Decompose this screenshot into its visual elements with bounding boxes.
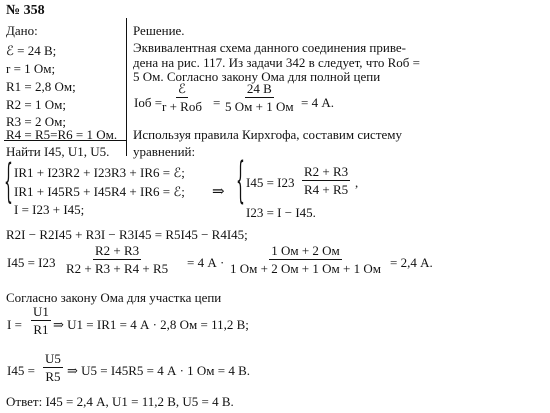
u5-frac-num: U5 (45, 351, 61, 366)
answer-line: Ответ: I45 = 2,4 А, U1 = 11,2 В, U5 = 4 В. (6, 394, 234, 409)
given-r1: R1 = 2,8 Ом; (6, 79, 76, 94)
u1-frac-num: U1 (33, 304, 49, 319)
u5-lhs: I45 = (7, 363, 35, 378)
solution-para1-line1: Эквивалентная схема данного соединения приве- (133, 40, 406, 55)
subsequent-equation: R2I − R2I45 + R3I − R3I45 = R5I45 − R4I45; (6, 227, 248, 242)
system1-brace: { (4, 156, 13, 210)
i45-fraction-1 (66, 244, 168, 275)
solution-para1-line3: 5 Ом. Согласно закону Ома для полной цепи (133, 69, 381, 84)
problem-number: № 358 (6, 3, 45, 18)
system2-frac-num: R2 + R3 (304, 164, 349, 179)
system1-eq2: IR1 + I45R5 + I45R4 + IR6 = ℰ; (14, 184, 185, 199)
system2-frac-den: R4 + R5 (304, 182, 349, 197)
i45-fraction-2 (230, 244, 381, 275)
ohm-full-frac2-num: 24 В (246, 81, 272, 96)
u5-rest: ⇒ U5 = I45R5 = 4 А · 1 Ом = 4 В. (67, 363, 251, 378)
i45-frac2-num: 1 Ом + 2 Ом (271, 243, 340, 258)
ohm-full-fraction-1 (162, 82, 202, 113)
given-r3: R3 = 2 Ом; (6, 114, 66, 129)
given-divider-vertical (126, 18, 127, 156)
system2-fraction (302, 165, 350, 196)
given-r456: R4 = R5=R6 = 1 Ом. (6, 127, 118, 142)
solution-heading: Решение. (133, 23, 185, 38)
u1-fraction (31, 305, 51, 336)
u1-rest: ⇒ U1 = IR1 = 4 А · 2,8 Ом = 11,2 В; (53, 317, 249, 332)
ohm-full-frac2-den: 5 Ом + 1 Ом (225, 99, 294, 114)
ohm-full-eq: = (213, 95, 221, 110)
ohm-full-lhs: Iоб = (134, 95, 163, 110)
u5-fraction (43, 352, 63, 383)
system1-eq1: IR1 + I23R2 + I23R3 + IR6 = ℰ; (14, 165, 185, 180)
ohm-full-result: = 4 А. (301, 95, 334, 110)
system1-eq3: I = I23 + I45; (14, 202, 85, 217)
u1-frac-den: R1 (33, 322, 49, 337)
i45-frac1-den: R2 + R3 + R4 + R5 (66, 261, 169, 276)
system1-implies: ⇒ (212, 184, 225, 200)
i45-frac2-den: 1 Ом + 2 Ом + 1 Ом + 1 Ом (230, 261, 381, 276)
i45-lhs: I45 = I23 (7, 255, 56, 270)
i45-frac1-num: R2 + R3 (95, 243, 140, 258)
system2-line1-lhs: I45 = I23 (246, 175, 295, 190)
u5-frac-den: R5 (45, 369, 61, 384)
given-r: r = 1 Ом; (6, 61, 56, 76)
ohm-full-frac1-den: r + Rоб (162, 99, 202, 114)
i45-result: = 2,4 А. (390, 255, 433, 270)
solution-para2-line1: Используя правила Кирхгофа, составим систему (133, 127, 403, 142)
i45-mid: = 4 А · (187, 255, 225, 270)
system2-line1-end: , (355, 175, 359, 190)
given-r2: R2 = 1 Ом; (6, 97, 66, 112)
ohm-full-fraction-2 (225, 82, 294, 113)
ohm-section-text: Согласно закону Ома для участка цепи (6, 290, 222, 305)
given-label: Дано: (6, 23, 38, 38)
system2-brace: { (236, 154, 245, 211)
given-emf: ℰ = 24 В; (6, 43, 57, 58)
system2-line2: I23 = I − I45. (246, 205, 316, 220)
ohm-full-frac1-num: ℰ (178, 81, 186, 96)
u1-lhs: I = (7, 317, 22, 332)
solution-para1-line2: дена на рис. 117. Из задачи 342 в следует, что Rоб = (133, 55, 420, 70)
solution-para2-line2: уравнений: (133, 144, 196, 159)
find-line: Найти I45, U1, U5. (6, 144, 110, 159)
